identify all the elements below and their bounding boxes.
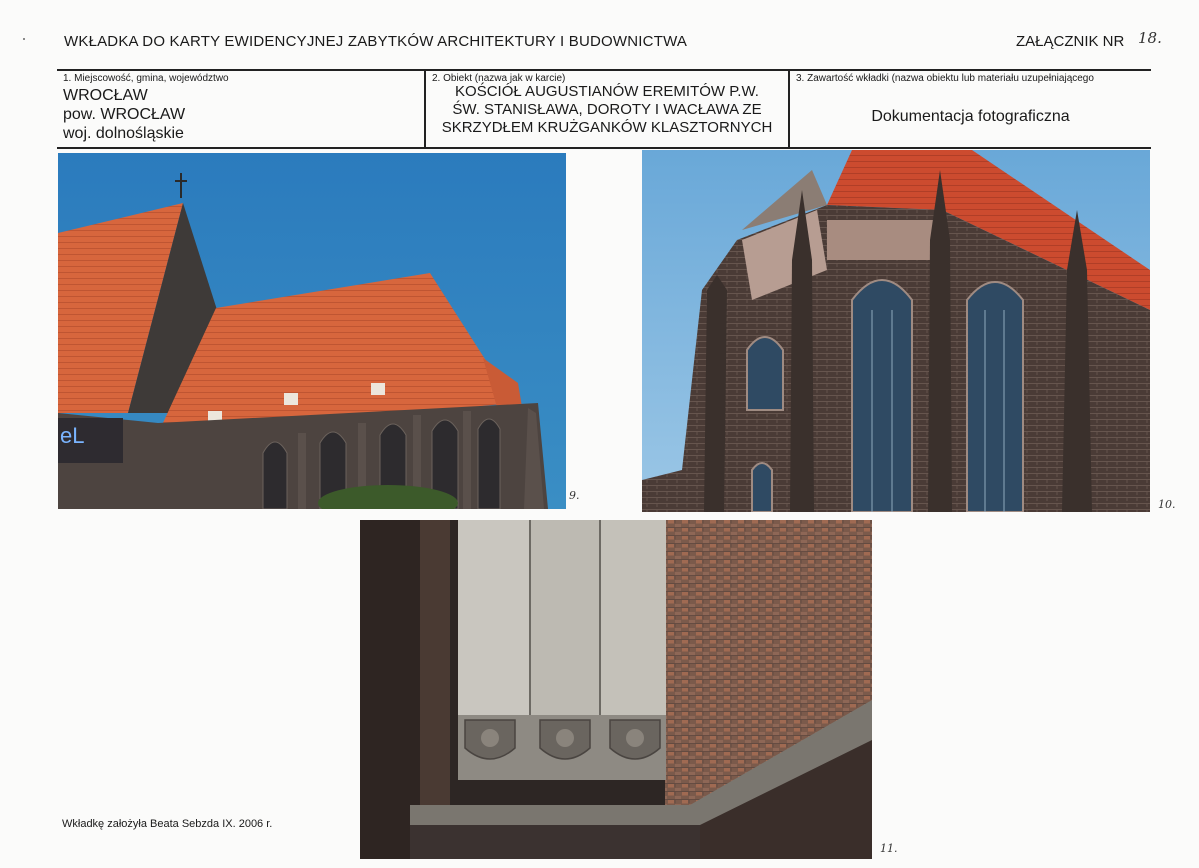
author-note: Wkładkę założyła Beata Sebzda IX. 2006 r.: [62, 818, 273, 830]
object-lines: [426, 83, 788, 137]
content-cell: [790, 71, 1151, 147]
location-province: woj. dolnośląskie: [63, 125, 184, 142]
location-county: pow. WROCŁAW: [63, 106, 186, 123]
content-value: Dokumentacja fotograficzna: [871, 108, 1070, 125]
page-title: WKŁADKA DO KARTY EWIDENCYJNEJ ZABYTKÓW ARCHITEKTURY I BUDOWNICTWA: [64, 33, 688, 50]
object-line-2: ŚW. STANISŁAWA, DOROTY I WACŁAWA ZE: [452, 101, 762, 118]
location-label: 1. Miejscowość, gmina, województwo: [63, 73, 229, 84]
info-table: [57, 69, 1151, 149]
object-label: 2. Obiekt (nazwa jak w karcie): [432, 73, 566, 84]
annex-number: 18.: [1138, 29, 1162, 47]
location-cell: [57, 71, 426, 147]
photo-number-10: 10.: [1158, 498, 1176, 511]
content-label: 3. Zawartość wkładki (nazwa obiektu lub materiału uzupełniającego: [796, 73, 1094, 84]
object-cell: [426, 71, 790, 147]
object-line-1: KOŚCIÓŁ AUGUSTIANÓW EREMITÓW P.W.: [455, 83, 759, 100]
location-lines: [63, 86, 185, 143]
svg-text:eL: eL: [60, 423, 85, 448]
photo-wall-shields: [360, 520, 872, 859]
object-line-3: SKRZYDŁEM KRUŻGANKÓW KLASZTORNYCH: [441, 119, 773, 136]
photo-church-roof: [58, 153, 566, 509]
scan-mark: [23, 38, 25, 40]
location-city: WROCŁAW: [63, 87, 148, 104]
annex-label: ZAŁĄCZNIK NR: [1016, 33, 1125, 50]
photo-number-9: 9.: [569, 489, 580, 502]
photo-number-11: 11.: [880, 842, 898, 855]
photo-gothic-apse: [642, 150, 1150, 512]
